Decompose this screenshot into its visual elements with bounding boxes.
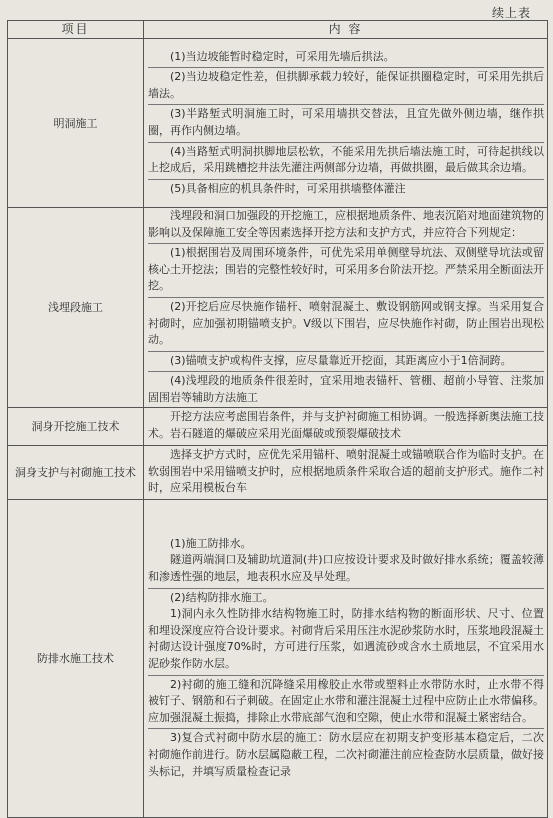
table-header-row [8, 21, 548, 39]
continued-label: 续上表 [491, 6, 531, 20]
paragraph: 选择支护方式时，应优先采用锚杆、喷射混凝土或锚喷联合作为临时支护。在软弱围岩中采用锚喷支护时，应根据地质条件采取合适的超前支护形式。施作二衬时，应采用模板台车 [148, 448, 544, 495]
row-content [144, 499, 548, 817]
paragraph: (3)半路堑式明洞施工时，可采用墙拱交替法，且宜先做外侧边墙，继作拱圈，再作内侧边墙。 [148, 104, 544, 139]
table-row [8, 407, 548, 445]
paragraph: (2)开挖后应尽快施作锚杆、喷射混凝土、敷设钢筋网或钢支撑。当采用复合衬砌时，应加强初期锚喷支护。Ⅴ级以下围岩，应尽快施作衬砌，防止围岩出现松动。 [148, 297, 544, 349]
row-item: 洞身开挖施工技术 [8, 407, 144, 445]
header-content: 内 容 [144, 21, 548, 39]
paragraph: 1)洞内永久性防排水结构物施工时，防排水结构物的断面形状、尺寸、位置和埋设深度应符合设计要求。衬砌背后采用压注水泥砂浆防水时，压浆地段混凝土衬砌达设计强度70%时，方可进行压浆，如遇流砂或含水土质地层，不宜采用水泥砂浆作防水层。 [148, 607, 544, 671]
paragraph: (4)浅埋段的地质条件很差时，宜采用地表锚杆、管棚、超前小导管、注浆加固围岩等辅助方法施工 [148, 371, 544, 406]
paragraph: (5)具备相应的机具条件时，可采用拱墙整体灌注 [148, 179, 544, 198]
row-item: 明洞施工 [8, 39, 144, 208]
row-item: 洞身支护与衬砌施工技术 [8, 445, 144, 499]
table-row [8, 445, 548, 499]
paragraph: (2)结构防排水施工。 [148, 588, 544, 607]
paragraph: (1)施工防排水。 [170, 536, 252, 550]
table-row [8, 208, 548, 408]
paragraph: (3)锚喷支护或构件支撑，应尽量靠近开挖面，其距离应小于1倍洞跨。 [148, 351, 544, 370]
paragraph: 浅埋段和洞口加强段的开挖施工，应根据地质条件、地表沉陷对地面建筑物的影响以及保障施工安全等因素选择开挖方法和支护方式，并应符合下列规定： [148, 209, 544, 239]
row-item: 浅埋段施工 [8, 208, 144, 408]
row-content [144, 407, 548, 445]
row-content [144, 445, 548, 499]
paragraph: (4)当路堑式明洞拱脚地层松软，不能采用先拱后墙法施工时，可待起拱线以上挖成后，采用跳槽挖井法先灌注两侧部分边墙，再做拱圈，最后做其余边墙。 [148, 142, 544, 177]
paragraph: (2)当边坡稳定性差，但拱脚承载力较好，能保证拱圈稳定时，可采用先拱后墙法。 [148, 67, 544, 102]
paragraph: 隧道两端洞口及辅助坑道洞(井)口应按设计要求及时做好排水系统；覆盖较薄和渗透性强的地层，地表积水应及早处理。 [148, 553, 544, 584]
row-content [144, 208, 548, 408]
row-item: 防排水施工技术 [8, 499, 144, 817]
paragraph: 开挖方法应考虑围岩条件，并与支护衬砌施工相协调。一般选择新奥法施工技术。岩石隧道的爆破应采用光面爆破或预裂爆破技术 [148, 410, 544, 441]
table-row [8, 499, 548, 817]
header-item: 项目 [8, 21, 144, 39]
table-row [8, 39, 548, 208]
paragraph: 3)复合式衬砌中防水层的施工：防水层应在初期支护变形基本稳定后，二次衬砌施作前进行。防水层属隐蔽工程，二次衬砌灌注前应检查防水层质量，做好接头标记，并填写质量检查记录 [148, 728, 544, 780]
paragraph: (1)根据围岩及周围环境条件，可优先采用单侧壁导坑法、双侧壁导坑法或留核心土开挖法；围岩的完整性较好时，可采用多台阶法开挖。严禁采用全断面法开挖。 [148, 243, 544, 295]
row-content [144, 39, 548, 208]
construction-table [7, 20, 548, 818]
paragraph: 2)衬砌的施工缝和沉降缝采用橡胶止水带或塑料止水带防水时，止水带不得被钉子、钢筋和石子刺破。在固定止水带和灌注混凝土过程中应防止止水带偏移。应加强混凝土振捣，排除止水带底部气泡和空隙，使止水带和混凝土紧密结合。 [148, 675, 544, 727]
paragraph: (1)当边坡能暂时稳定时，可采用先墙后拱法。 [170, 49, 395, 63]
